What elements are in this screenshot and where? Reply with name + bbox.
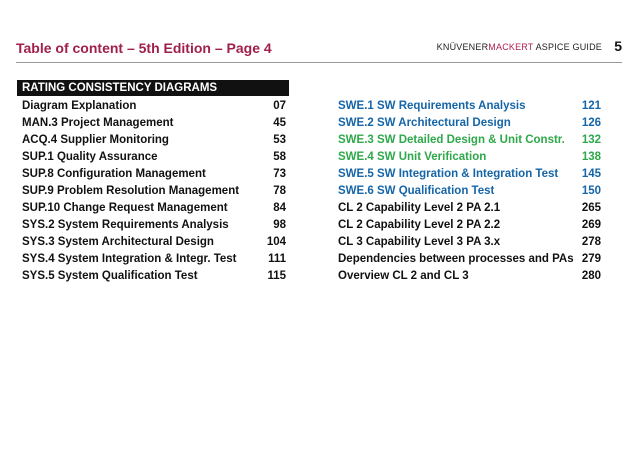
toc-entry-page: 138 xyxy=(581,151,601,163)
toc-entry-label: SWE.4 SW Unit Verification xyxy=(338,151,487,163)
toc-entry-page: 265 xyxy=(581,202,601,214)
toc-entry-label: SUP.10 Change Request Management xyxy=(22,202,228,214)
toc-entry[interactable] xyxy=(22,200,286,217)
toc-entry-page: 73 xyxy=(273,168,286,180)
toc-entry-label: SUP.8 Configuration Management xyxy=(22,168,206,180)
toc-entry-page: 111 xyxy=(268,253,286,265)
toc-entry[interactable] xyxy=(22,268,286,285)
toc-entry[interactable] xyxy=(338,200,601,217)
section-header: RATING CONSISTENCY DIAGRAMS xyxy=(17,80,289,96)
toc-entry-label: SYS.2 System Requirements Analysis xyxy=(22,219,229,231)
toc-entry[interactable] xyxy=(338,166,601,183)
toc-entry-label: SWE.3 SW Detailed Design & Unit Constr. xyxy=(338,134,565,146)
toc-entry[interactable] xyxy=(338,132,601,149)
page-number: 5 xyxy=(614,38,622,54)
toc-entry[interactable] xyxy=(338,251,601,268)
toc-entry-label: Diagram Explanation xyxy=(22,100,137,112)
toc-entry[interactable] xyxy=(22,132,286,149)
toc-entry-page: 104 xyxy=(266,236,286,248)
toc-entry[interactable] xyxy=(22,217,286,234)
brand-logo xyxy=(437,42,602,52)
toc-entry-label: SUP.9 Problem Resolution Management xyxy=(22,185,240,197)
toc-entry-label: SWE.2 SW Architectural Design xyxy=(338,117,511,129)
toc-entry-page: 145 xyxy=(581,168,601,180)
toc-entry-label: SWE.5 SW Integration & Integration Test xyxy=(338,168,559,180)
toc-entry-label: SWE.6 SW Qualification Test xyxy=(338,185,495,197)
toc-entry-page: 126 xyxy=(581,117,601,129)
toc-entry-page: 84 xyxy=(273,202,286,214)
toc-entry-label: SYS.4 System Integration & Integr. Test xyxy=(22,253,237,265)
toc-entry-label: ACQ.4 Supplier Monitoring xyxy=(22,134,169,146)
toc-entry-label: CL 2 Capability Level 2 PA 2.2 xyxy=(338,219,501,231)
toc-entry-page: 269 xyxy=(581,219,601,231)
toc-entry-label: SUP.1 Quality Assurance xyxy=(22,151,158,163)
toc-entry[interactable] xyxy=(338,115,601,132)
toc-entry[interactable] xyxy=(338,217,601,234)
toc-entry-page: 98 xyxy=(273,219,286,231)
brand-part-2: MACKERT xyxy=(488,42,534,52)
toc-entry[interactable] xyxy=(338,98,601,115)
toc-entry-page: 53 xyxy=(273,134,286,146)
toc-entry-page: 150 xyxy=(581,185,601,197)
toc-entry[interactable] xyxy=(22,149,286,166)
brand-part-1: KNÜVENER xyxy=(436,42,489,52)
toc-entry[interactable] xyxy=(338,149,601,166)
toc-left-column xyxy=(22,98,286,285)
toc-entry-page: 279 xyxy=(581,253,601,265)
toc-entry[interactable] xyxy=(338,234,601,251)
toc-entry-page: 115 xyxy=(267,270,286,282)
toc-entry-label: CL 3 Capability Level 3 PA 3.x xyxy=(338,236,501,248)
toc-entry-label: SWE.1 SW Requirements Analysis xyxy=(338,100,526,112)
toc-entry-page: 132 xyxy=(581,134,601,146)
toc-entry[interactable] xyxy=(22,166,286,183)
toc-entry-page: 07 xyxy=(273,100,286,112)
toc-entry[interactable] xyxy=(22,115,286,132)
header-divider xyxy=(16,62,622,63)
toc-entry[interactable] xyxy=(22,98,286,115)
page-title: Table of content – 5th Edition – Page 4 xyxy=(16,40,272,56)
toc-entry[interactable] xyxy=(22,234,286,251)
toc-entry-label: Overview CL 2 and CL 3 xyxy=(338,270,469,282)
toc-entry-page: 278 xyxy=(581,236,601,248)
toc-entry[interactable] xyxy=(22,251,286,268)
toc-entry-page: 78 xyxy=(273,185,286,197)
toc-entry-label: SYS.3 System Architectural Design xyxy=(22,236,214,248)
toc-entry-label: Dependencies between processes and PAs xyxy=(338,253,574,265)
toc-entry-page: 280 xyxy=(581,270,601,282)
toc-entry[interactable] xyxy=(338,268,601,285)
toc-entry-label: CL 2 Capability Level 2 PA 2.1 xyxy=(338,202,501,214)
toc-entry-page: 45 xyxy=(273,117,286,129)
toc-entry-label: SYS.5 System Qualification Test xyxy=(22,270,198,282)
toc-entry-page: 58 xyxy=(273,151,286,163)
toc-right-column xyxy=(338,98,601,285)
toc-entry-label: MAN.3 Project Management xyxy=(22,117,174,129)
brand-part-3: ASPICE GUIDE xyxy=(533,42,602,52)
toc-entry[interactable] xyxy=(22,183,286,200)
toc-entry[interactable] xyxy=(338,183,601,200)
toc-entry-page: 121 xyxy=(581,100,601,112)
